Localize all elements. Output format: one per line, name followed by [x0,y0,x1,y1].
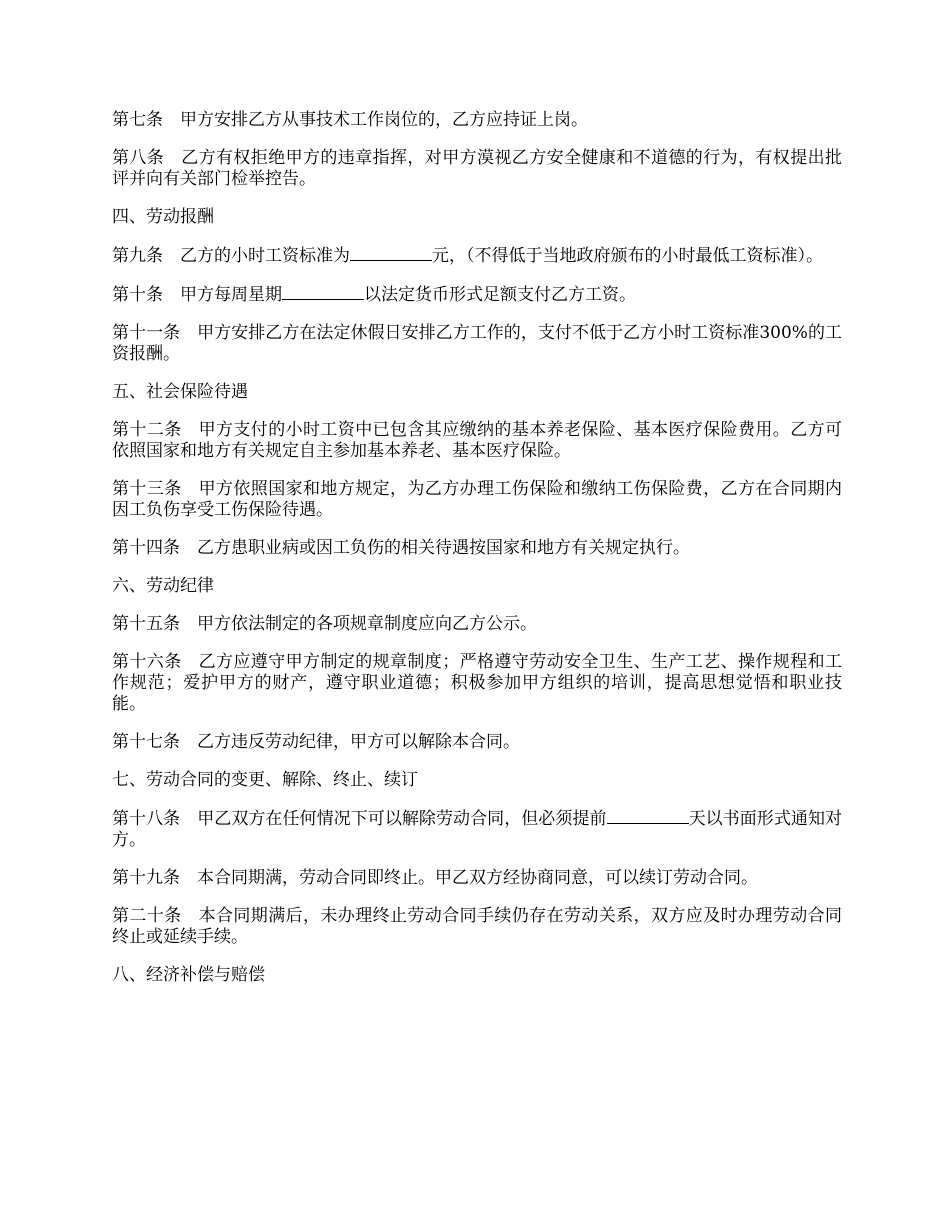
article-18 [112,808,842,851]
article-text: 乙方有权拒绝甲方的违章指挥，对甲方漠视乙方安全健康和不道德的行为，有权提出批评并向有关部门检举控告。 [112,148,843,189]
section-heading-8: 八、经济补偿与赔偿 [112,965,265,985]
article-number: 第九条 [112,246,163,266]
article-text-pre: 甲方每周星期 [180,285,282,305]
article-number: 第十三条 [112,479,182,499]
article-14 [112,538,842,559]
article-text: 乙方应遵守甲方制定的规章制度；严格遵守劳动安全卫生、生产工艺、操作规程和工作规范；爱护甲方的财产，遵守职业道德；积极参加甲方组织的培训，提高思想觉悟和职业技能。 [112,652,843,714]
article-number: 第八条 [112,148,165,168]
article-text-post: 以法定货币形式足额支付乙方工资。 [364,285,636,305]
article-7 [112,110,842,131]
article-text-post: 元，（不得低于当地政府颁布的小时最低工资标准）。 [432,246,823,266]
article-text: 甲方安排乙方从事技术工作岗位的，乙方应持证上岗。 [180,110,588,130]
article-8 [112,148,842,190]
section-heading-7: 七、劳动合同的变更、解除、终止、续订 [112,770,418,790]
article-19 [112,868,842,889]
article-number: 第十条 [112,285,163,305]
article-text: 甲方依照国家和地方规定，为乙方办理工伤保险和缴纳工伤保险费，乙方在合同期内因工负伤享受工伤保险待遇。 [112,479,843,520]
article-text-pre: 乙方的小时工资标准为 [180,246,350,266]
article-number: 第十七条 [112,732,180,752]
fill-in-blank[interactable] [282,284,364,300]
article-text: 甲方依法制定的各项规章制度应向乙方公示。 [197,614,537,634]
fill-in-blank[interactable] [607,808,689,824]
article-text-post: 天以书面形式通知对方。 [112,809,843,850]
article-number: 第十六条 [112,652,182,672]
article-text: 乙方患职业病或因工负伤的相关待遇按国家和地方有关规定执行。 [197,538,690,558]
article-17 [112,732,842,753]
article-number: 第十二条 [112,420,182,440]
article-number: 第十一条 [112,323,181,343]
article-text: 甲方安排乙方在法定休假日安排乙方工作的，支付不低于乙方小时工资标准300%的工资报酬。 [112,323,843,364]
section-heading-5: 五、社会保险待遇 [112,382,248,402]
article-number: 第十八条 [112,809,181,829]
article-16 [112,652,842,715]
article-number: 第二十条 [112,906,182,926]
article-number: 第十九条 [112,868,180,888]
article-15 [112,614,842,635]
article-11 [112,323,842,365]
article-9 [112,245,842,267]
section-heading-4: 四、劳动报酬 [112,207,214,227]
article-13 [112,479,842,521]
article-text-pre: 甲乙双方在任何情况下可以解除劳动合同，但必须提前 [197,809,607,829]
article-text: 甲方支付的小时工资中已包含其应缴纳的基本养老保险、基本医疗保险费用。乙方可依照国家和地方有关规定自主参加基本养老、基本医疗保险。 [112,420,843,461]
article-number: 第十四条 [112,538,180,558]
article-text: 乙方违反劳动纪律，甲方可以解除本合同。 [197,732,520,752]
document-page [112,110,842,1003]
article-12 [112,420,842,462]
article-20 [112,906,842,948]
section-heading-6: 六、劳动纪律 [112,576,214,596]
article-number: 第十五条 [112,614,180,634]
fill-in-blank[interactable] [350,245,432,261]
article-number: 第七条 [112,110,163,130]
article-text: 本合同期满后，未办理终止劳动合同手续仍存在劳动关系，双方应及时办理劳动合同终止或延续手续。 [112,906,843,947]
article-10 [112,284,842,306]
article-text: 本合同期满，劳动合同即终止。甲乙双方经协商同意，可以续订劳动合同。 [197,868,758,888]
